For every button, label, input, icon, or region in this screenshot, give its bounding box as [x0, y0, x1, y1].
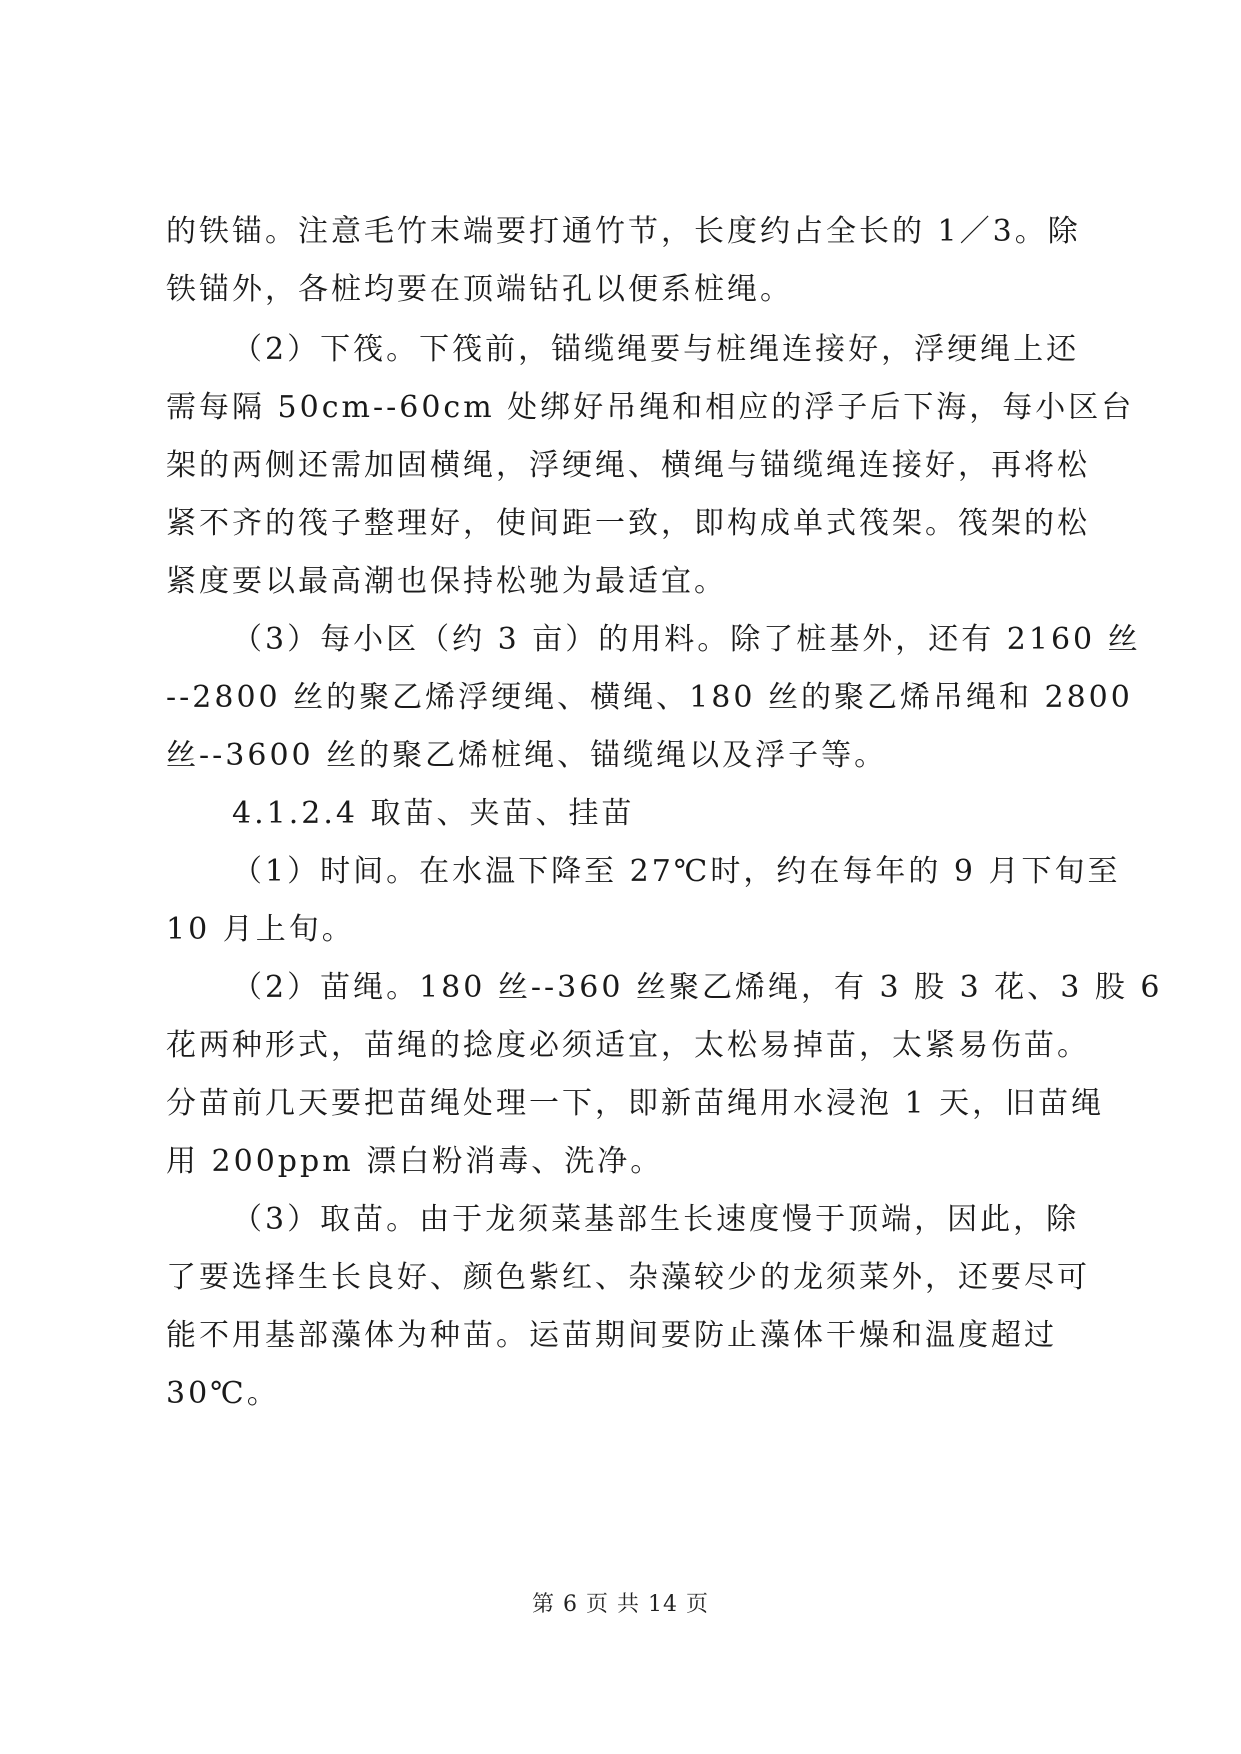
text-line: 的铁锚。注意毛竹末端要打通竹节，长度约占全长的 1／3。除	[166, 214, 1081, 249]
section-heading: 4.1.2.4 取苗、夹苗、挂苗	[232, 796, 635, 831]
text-line: 紧不齐的筏子整理好，使间距一致，即构成单式筏架。筏架的松	[166, 506, 1090, 541]
text-line: 丝--3600 丝的聚乙烯桩绳、锚缆绳以及浮子等。	[166, 738, 888, 773]
page-number-footer: 第 6 页 共 14 页	[532, 1592, 709, 1617]
paragraph-start: （3）每小区（约 3 亩）的用料。除了桩基外，还有 2160 丝	[232, 622, 1141, 657]
text-line: 分苗前几天要把苗绳处理一下，即新苗绳用水浸泡 1 天，旧苗绳	[166, 1086, 1105, 1121]
text-line: 了要选择生长良好、颜色紫红、杂藻较少的龙须菜外，还要尽可	[166, 1260, 1090, 1295]
text-line: 需每隔 50cm--60cm 处绑好吊绳和相应的浮子后下海，每小区台	[166, 390, 1135, 425]
text-line: 10 月上旬。	[166, 912, 355, 947]
text-line: 能不用基部藻体为种苗。运苗期间要防止藻体干燥和温度超过	[166, 1318, 1057, 1353]
text-line: 30℃。	[166, 1376, 280, 1411]
text-line: 用 200ppm 漂白粉消毒、洗净。	[166, 1144, 664, 1179]
paragraph-start: （1）时间。在水温下降至 27℃时，约在每年的 9 月下旬至	[232, 854, 1121, 889]
paragraph-start: （3）取苗。由于龙须菜基部生长速度慢于顶端，因此，除	[232, 1202, 1080, 1237]
text-line: --2800 丝的聚乙烯浮绠绳、横绳、180 丝的聚乙烯吊绳和 2800	[166, 680, 1133, 715]
paragraph-start: （2）苗绳。180 丝--360 丝聚乙烯绳，有 3 股 3 花、3 股 6	[232, 970, 1163, 1005]
paragraph-start: （2）下筏。下筏前，锚缆绳要与桩绳连接好，浮绠绳上还	[232, 332, 1080, 367]
text-line: 铁锚外，各桩均要在顶端钻孔以便系桩绳。	[166, 272, 793, 307]
text-line: 紧度要以最高潮也保持松驰为最适宜。	[166, 564, 727, 599]
text-line: 架的两侧还需加固横绳，浮绠绳、横绳与锚缆绳连接好，再将松	[166, 448, 1090, 483]
text-line: 花两种形式，苗绳的捻度必须适宜，太松易掉苗，太紧易伤苗。	[166, 1028, 1090, 1063]
